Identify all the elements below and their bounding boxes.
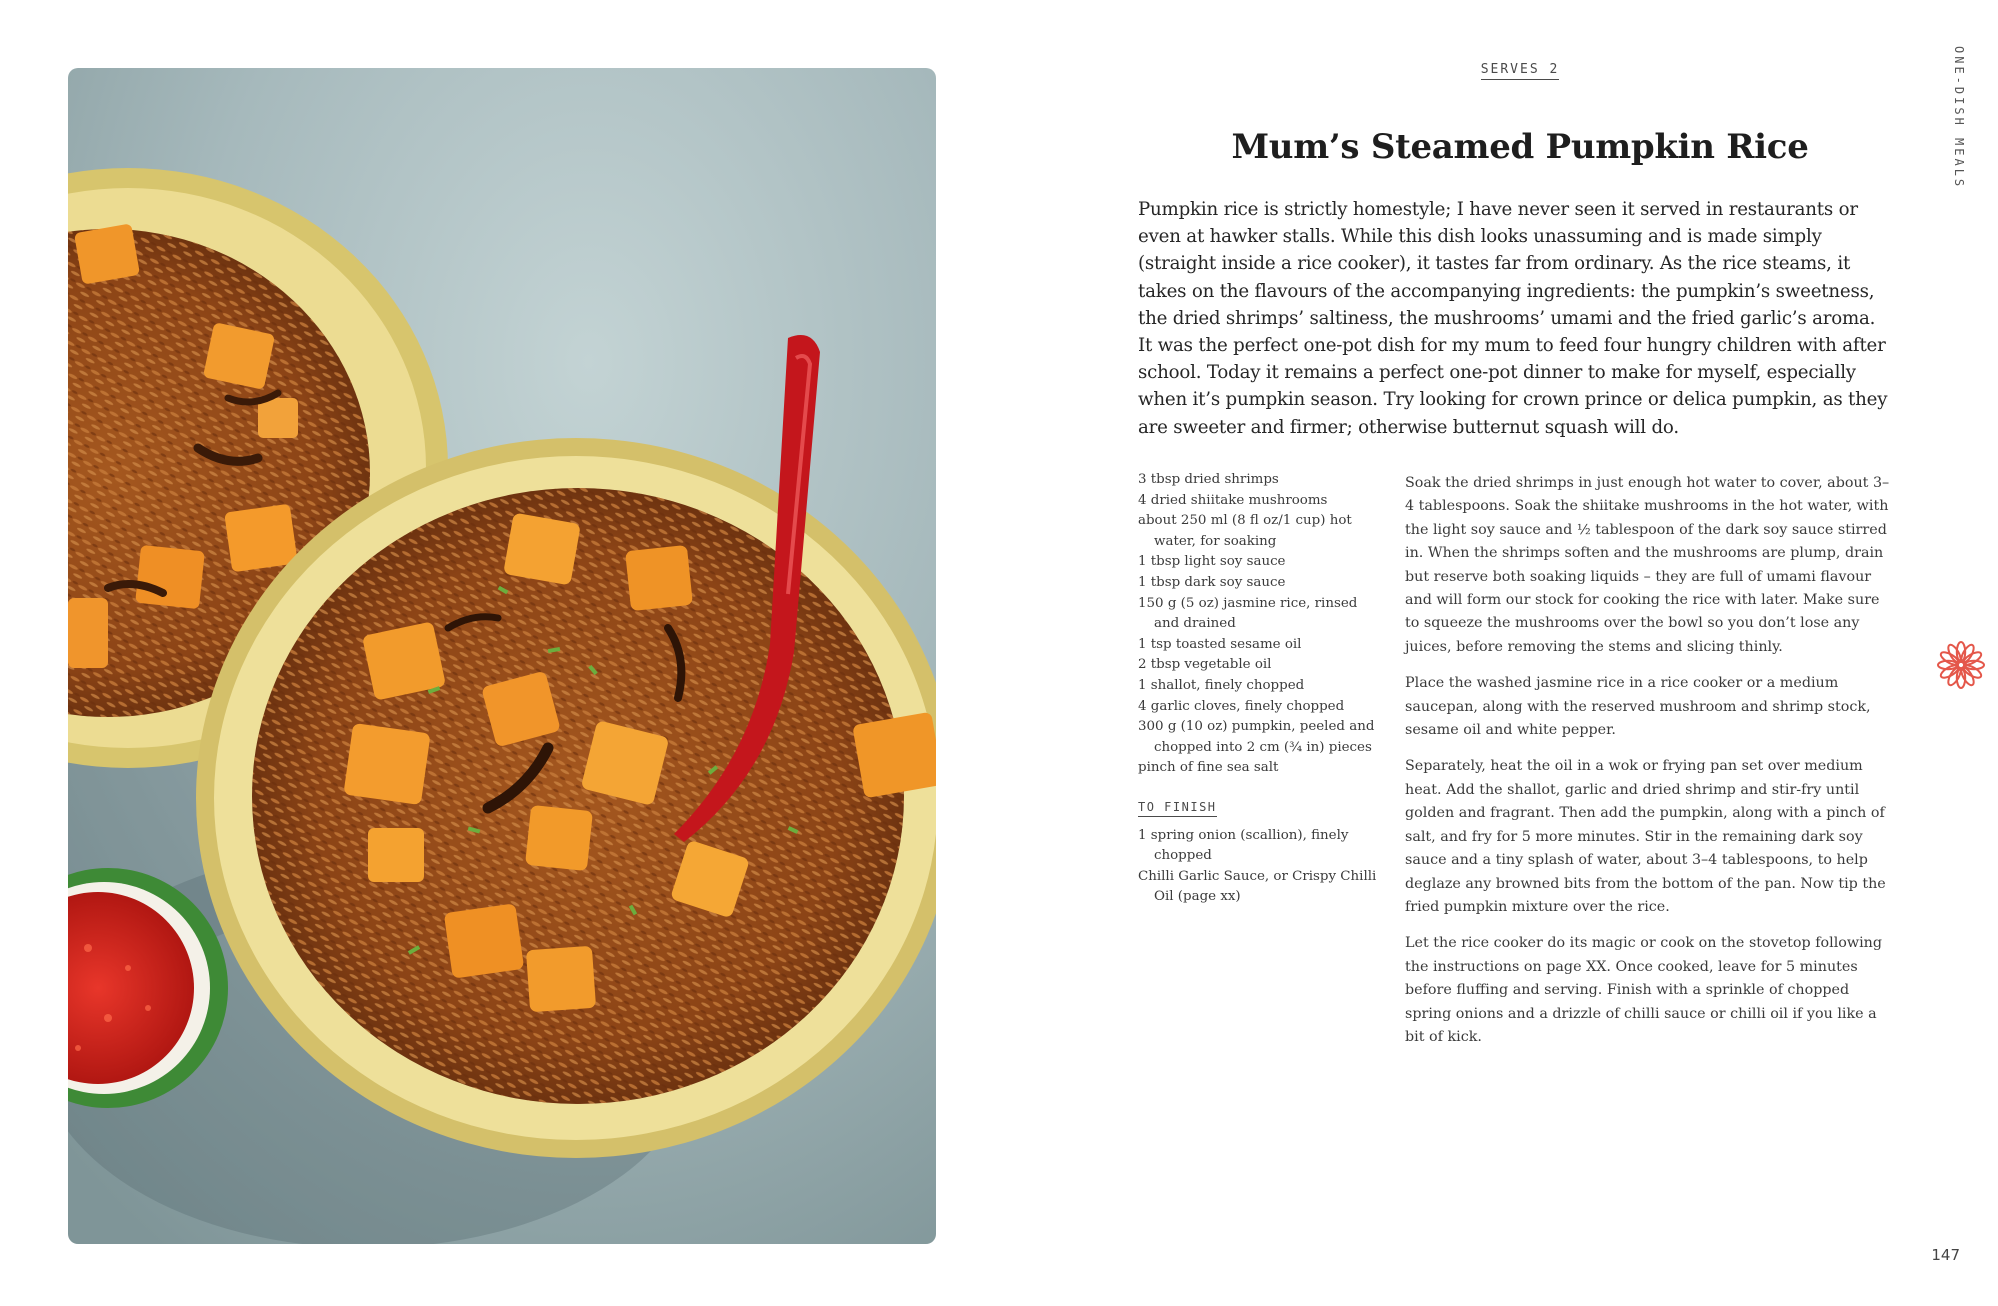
ingredient-item: pinch of fine sea salt <box>1138 760 1279 776</box>
ingredients-list <box>1138 470 1378 908</box>
method-step: Let the rice cooker do its magic or cook on the stovetop following the instructions on page XX. Once cooked, leave for 5 minutes before fluffing and serving. Finish with a sprinkle of chopped spring onions and a drizzle of chilli sauce or chilli oil if you like a bit of kick. <box>1405 935 1883 1045</box>
ingredient-item: 2 tbsp vegetable oil <box>1138 657 1272 673</box>
method-step: Soak the dried shrimps in just enough hot water to cover, about 3–4 tablespoons. Soak the shiitake mushrooms in the hot water, with the light soy sauce and ½ tablespoon of the dark soy sauce stirred in. When the shrimps soften and the mushrooms are plump, drain but reserve both soaking liquids – they are full of umami flavour and will form our stock for cooking the rice with later. Make sure to squeeze the mushrooms over the bowl so you don’t lose any juices, before removing the stems and slicing thinly. <box>1405 475 1890 655</box>
ingredient-item: 1 tbsp light soy sauce <box>1138 554 1286 570</box>
ingredient-item: 4 dried shiitake mushrooms <box>1138 492 1328 508</box>
pumpkin-rice-photo <box>68 68 936 1244</box>
serves-label <box>1380 62 1660 77</box>
chapter-side-label: ONE-DISH MEALS <box>1952 46 1966 190</box>
finish-item: 1 spring onion (scallion), finely chopped <box>1138 827 1349 864</box>
method-step: Place the washed jasmine rice in a rice cooker or a medium saucepan, along with the reserved mushroom and shrimp stock, sesame oil and white pepper. <box>1405 675 1871 739</box>
ingredient-item: 300 g (10 oz) pumpkin, peeled and chopped into 2 cm (¾ in) pieces <box>1138 719 1375 755</box>
serves-text: SERVES 2 <box>1481 62 1560 80</box>
method-step: Separately, heat the oil in a wok or frying pan set over medium heat. Add the shallot, garlic and dried shrimp and stir-fry until golden and fragrant. Then add the pumpkin, along with a pinch of salt, and fry for 5 more minutes. Stir in the remaining dark soy sauce and a tiny splash of water, about 3–4 tablespoons, to help deglaze any browned bits from the bottom of the pan. Now tip the fried pumpkin mixture over the rice. <box>1405 758 1886 915</box>
finish-item: Chilli Garlic Sauce, or Crispy Chilli Oil (page xx) <box>1138 868 1377 905</box>
recipe-photo <box>68 68 936 1244</box>
flower-icon <box>1936 640 1986 690</box>
ingredient-item: 1 shallot, finely chopped <box>1138 677 1305 693</box>
ingredient-item: 4 garlic cloves, finely chopped <box>1138 698 1345 714</box>
recipe-title: Mum’s Steamed Pumpkin Rice <box>1231 126 1809 167</box>
page-number: 147 <box>1931 1246 1960 1264</box>
method-steps <box>1405 472 1895 1062</box>
ingredient-item: 1 tbsp dark soy sauce <box>1138 574 1286 590</box>
intro-paragraph: Pumpkin rice is strictly homestyle; I have never seen it served in restaurants or even at hawker stalls. While this dish looks unassuming and is made simply (straight inside a rice cooker), it tastes far from ordinary. As the rice steams, it takes on the flavours of the accompanying ingredients: the pumpkin’s sweetness, the dried shrimps’ saltiness, the mushrooms’ umami and the fried garlic’s aroma. It was the perfect one-pot dish for my mum to feed four hungry children with after school. Today it remains a perfect one-pot dinner to make for myself, especially when it’s pumpkin season. Try looking for crown prince or delica pumpkin, as they are sweeter and firmer; otherwise butternut squash will do. <box>1138 199 1888 438</box>
ingredient-item: 150 g (5 oz) jasmine rice, rinsed and drained <box>1138 595 1358 632</box>
ingredient-item: about 250 ml (8 fl oz/1 cup) hot water, for soaking <box>1138 513 1352 549</box>
ingredient-item: 3 tbsp dried shrimps <box>1138 472 1279 487</box>
ingredient-item: 1 tsp toasted sesame oil <box>1138 636 1302 652</box>
to-finish-heading: TO FINISH <box>1138 797 1378 818</box>
